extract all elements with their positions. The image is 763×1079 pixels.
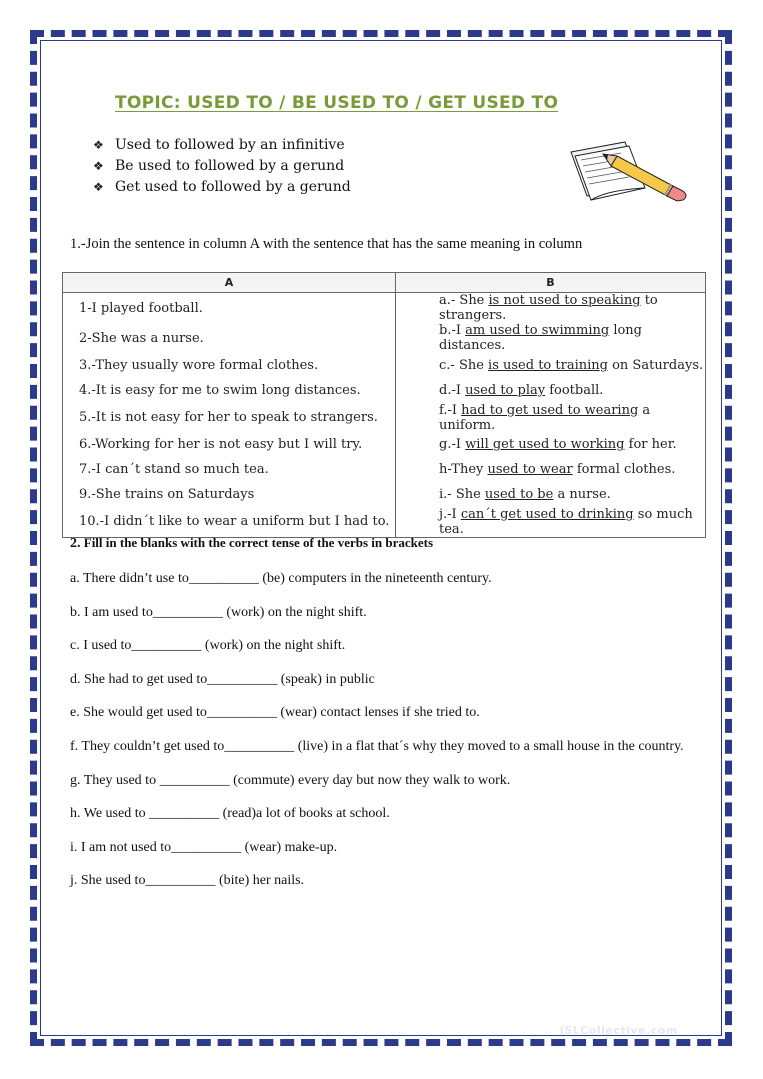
site-watermark: iSLCollective.com: [560, 1024, 678, 1037]
column-a-cell: 7.-I can´t stand so much tea.: [63, 457, 396, 482]
diamond-bullet-icon: ❖: [93, 180, 104, 194]
column-b-header: B: [396, 273, 706, 293]
column-b-cell: h-They used to wear formal clothes.: [396, 457, 706, 482]
list-item: b. I am used to__________ (work) on the night shift.: [70, 604, 367, 620]
column-b-cell: a.- She is not used to speaking to strangers.: [396, 293, 706, 324]
table-row: [63, 293, 706, 324]
exercise2-instruction: 2. Fill in the blanks with the correct tense of the verbs in brackets: [70, 535, 434, 551]
worksheet-title: TOPIC: USED TO / BE USED TO / GET USED TO: [115, 93, 559, 113]
column-b-cell: c.- She is used to training on Saturdays.: [396, 353, 706, 378]
paper-and-pencil-clipart-icon: [567, 138, 692, 204]
list-item: a. There didn’t use to__________ (be) computers in the nineteenth century.: [70, 571, 492, 586]
list-item: j. She used to__________ (bite) her nails.: [70, 873, 305, 889]
list-item: d. She had to get used to__________ (speak) in public: [70, 671, 375, 687]
list-item: c. I used to__________ (work) on the night shift.: [70, 638, 346, 654]
table-row: [63, 482, 706, 507]
grammar-rules-list: [93, 135, 351, 198]
fill-in-blanks-list: [70, 568, 690, 904]
column-b-cell: g.-I will get used to working for her.: [396, 433, 706, 458]
list-item: g. They used to __________ (commute) every day but now they walk to work.: [70, 772, 511, 788]
list-item: ❖ Be used to followed by a gerund: [93, 156, 351, 177]
column-b-cell: j.-I can´t get used to drinking so much tea.: [396, 507, 706, 538]
table-row: [63, 353, 706, 378]
diamond-bullet-icon: ❖: [93, 138, 104, 152]
diamond-bullet-icon: ❖: [93, 159, 104, 173]
table-row: [63, 378, 706, 403]
column-b-cell: f.-I had to get used to wearing a uniform.: [396, 403, 706, 433]
column-b-cell: d.-I used to play football.: [396, 378, 706, 403]
table-header-row: [63, 273, 706, 293]
column-a-cell: 1-I played football.: [63, 293, 396, 324]
column-a-cell: 3.-They usually wore formal clothes.: [63, 353, 396, 378]
column-a-cell: 4.-It is easy for me to swim long distances.: [63, 378, 396, 403]
table-row: [63, 323, 706, 353]
list-item: ❖ Used to followed by an infinitive: [93, 135, 351, 156]
column-a-cell: 2-She was a nurse.: [63, 323, 396, 353]
list-item: e. She would get used to__________ (wear) contact lenses if she tried to.: [70, 705, 480, 721]
column-b-cell: b.-I am used to swimming long distances.: [396, 323, 706, 353]
list-item: ❖ Get used to followed by a gerund: [93, 177, 351, 198]
table-row: [63, 457, 706, 482]
list-item: f. They couldn’t get used to__________ (live) in a flat that´s why they moved to a small house in the country.: [70, 738, 684, 754]
matching-table: [62, 272, 706, 538]
table-row: [63, 433, 706, 458]
list-item: i. I am not used to__________ (wear) make-up.: [70, 839, 338, 855]
column-a-cell: 10.-I didn´t like to wear a uniform but I had to.: [63, 507, 396, 538]
column-a-header: A: [63, 273, 396, 293]
exercise1-instruction: 1.-Join the sentence in column A with the sentence that has the same meaning in column: [70, 236, 583, 252]
column-a-cell: 6.-Working for her is not easy but I will try.: [63, 433, 396, 458]
table-row: [63, 507, 706, 538]
list-item: h. We used to __________ (read)a lot of books at school.: [70, 806, 390, 822]
column-b-cell: i.- She used to be a nurse.: [396, 482, 706, 507]
column-a-cell: 9.-She trains on Saturdays: [63, 482, 396, 507]
column-a-cell: 5.-It is not easy for her to speak to strangers.: [63, 403, 396, 433]
table-row: [63, 403, 706, 433]
